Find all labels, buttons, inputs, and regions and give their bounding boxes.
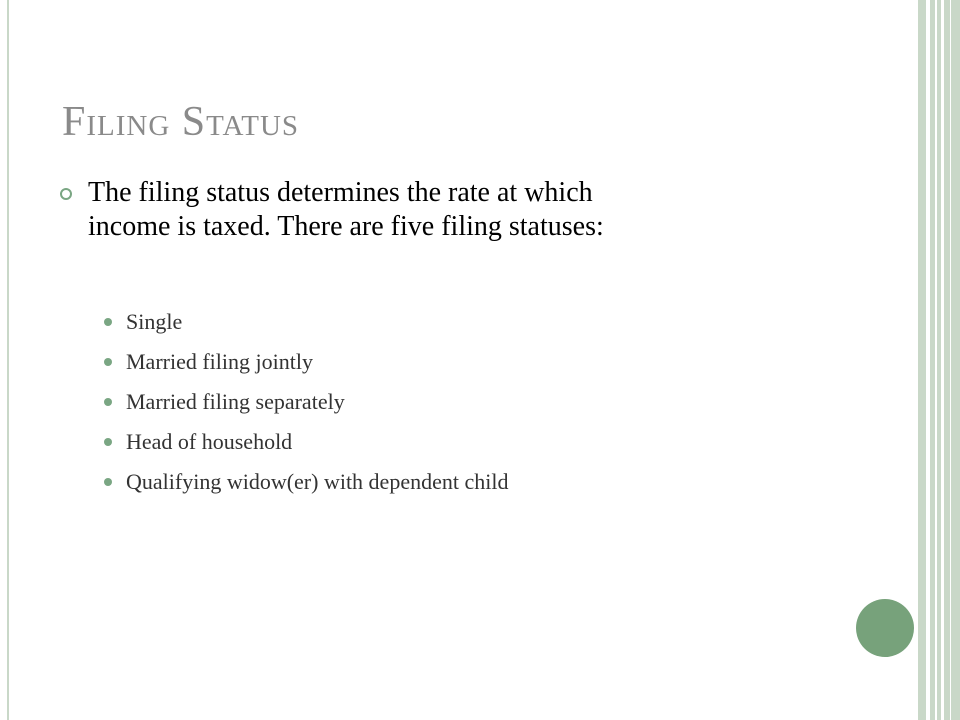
left-frame-line — [7, 0, 9, 720]
ring-bullet-icon — [60, 188, 72, 200]
filing-status-list — [104, 302, 508, 502]
list-item-label: Married filing separately — [126, 389, 345, 414]
dot-bullet-icon — [104, 438, 112, 446]
list-item-label: Qualifying widow(er) with dependent child — [126, 469, 509, 494]
main-bullet-text: The filing status determines the rate at which income is taxed. There are five filing statuses: — [88, 177, 604, 242]
list-item — [104, 342, 508, 382]
dot-bullet-icon — [104, 398, 112, 406]
decorative-circle — [856, 599, 914, 657]
band-stripe — [926, 0, 930, 720]
list-item — [104, 302, 508, 342]
list-item — [104, 382, 508, 422]
band-stripe — [950, 0, 951, 720]
dot-bullet-icon — [104, 358, 112, 366]
dot-bullet-icon — [104, 478, 112, 486]
band-stripe — [935, 0, 937, 720]
list-item-label: Head of household — [126, 429, 293, 454]
main-bullet-point — [60, 176, 820, 244]
list-item — [104, 422, 508, 462]
list-item — [104, 462, 508, 502]
slide-title: Filing Status — [62, 99, 300, 145]
list-item-label: Single — [126, 309, 183, 334]
list-item-label: Married filing jointly — [126, 349, 313, 374]
band-stripe — [941, 0, 944, 720]
dot-bullet-icon — [104, 318, 112, 326]
